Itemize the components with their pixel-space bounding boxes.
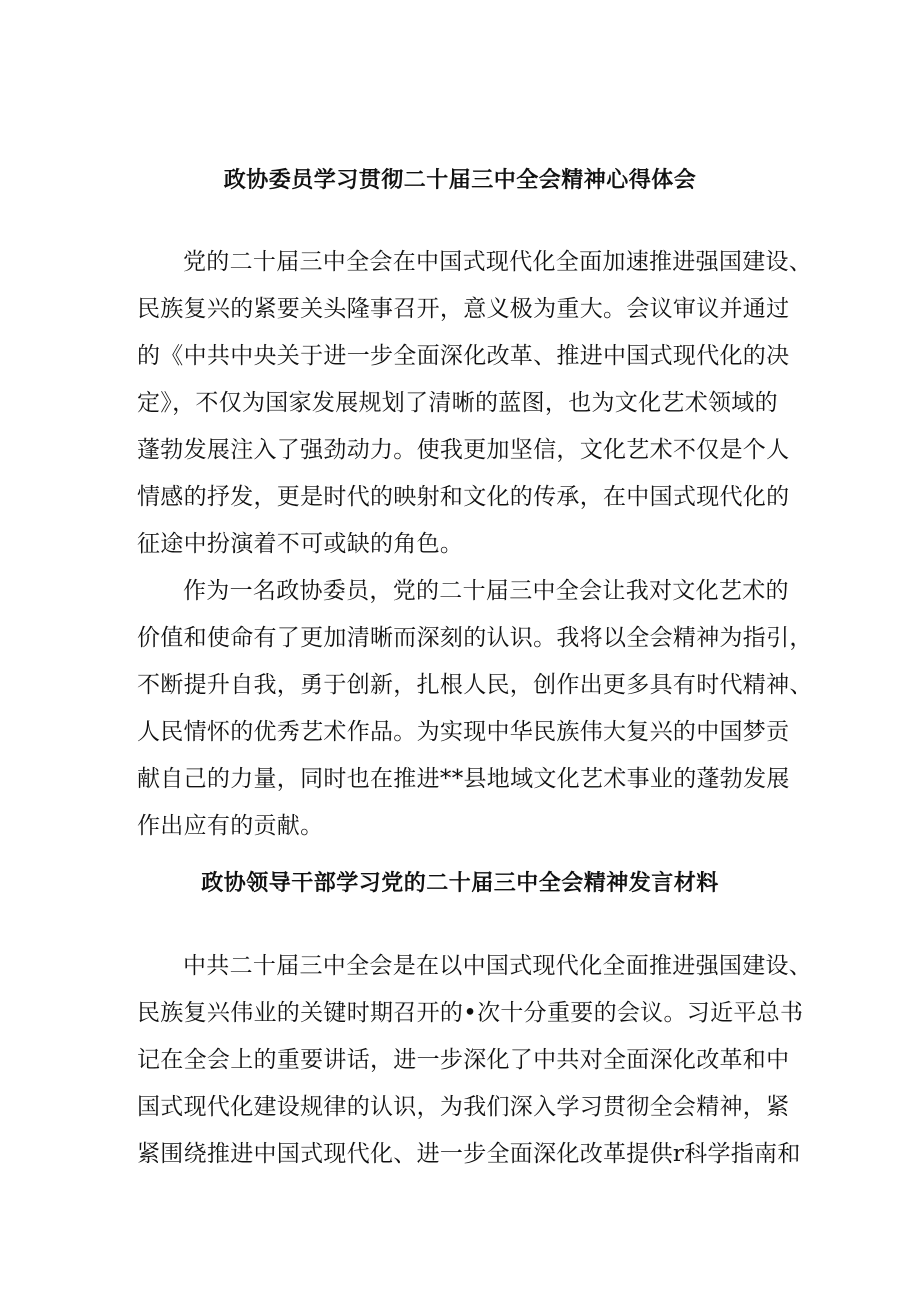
section1-line: 价值和使命有了更加清晰而深刻的认识。我将以全会精神为指引，	[137, 625, 813, 651]
section2-line: 民族复兴伟业的关键时期召开的•次十分重要的会议。习近平总书	[137, 1000, 804, 1026]
section1-line: 的《中共中央关于进一步全面深化改革、推进中国式现代化的决	[137, 343, 790, 369]
section1-line: 党的二十届三中全会在中国式现代化全面加速推进强国建设、	[183, 249, 813, 275]
section1-line: 作为一名政协委员，党的二十届三中全会让我对文化艺术的	[183, 578, 789, 604]
section1-line: 蓬勃发展注入了强劲动力。使我更加坚信，文化艺术不仅是个人	[137, 437, 790, 463]
section2-line: 记在全会上的重要讲话，进一步深化了中共对全面深化改革和中	[137, 1047, 790, 1073]
section1-line: 情感的抒发，更是时代的映射和文化的传承，在中国式现代化的	[137, 484, 790, 510]
section1-line: 征途中扮演着不可或缺的角色。	[137, 531, 464, 557]
section1-line: 定》，不仅为国家发展规划了清晰的蓝图，也为文化艺术领域的	[137, 390, 778, 416]
section1-line: 人民情怀的优秀艺术作品。为实现中华民族伟大复兴的中国梦贡	[137, 719, 790, 745]
section2-line: 紧围绕推进中国式现代化、进一步全面深化改革提供r科学指南和	[137, 1141, 801, 1167]
section1-line: 献自己的力量，同时也在推进**县地域文化艺术事业的蓬勃发展	[137, 766, 790, 792]
section2-line: 国式现代化建设规律的认识，为我们深入学习贯彻全会精神，紧	[137, 1094, 790, 1120]
section2-title: 政协领导干部学习党的二十届三中全会精神发言材料	[201, 871, 719, 896]
section1-line: 民族复兴的紧要关头隆事召开，意义极为重大。会议审议并通过	[137, 296, 790, 322]
section1-title: 政协委员学习贯彻二十届三中全会精神心得体会	[223, 168, 697, 193]
section2-line: 中共二十届三中全会是在以中国式现代化全面推进强国建设、	[183, 953, 813, 979]
section1-line: 作出应有的贡献。	[137, 813, 324, 839]
section1-line: 不断提升自我，勇于创新，扎根人民，创作出更多具有时代精神、	[137, 672, 813, 698]
